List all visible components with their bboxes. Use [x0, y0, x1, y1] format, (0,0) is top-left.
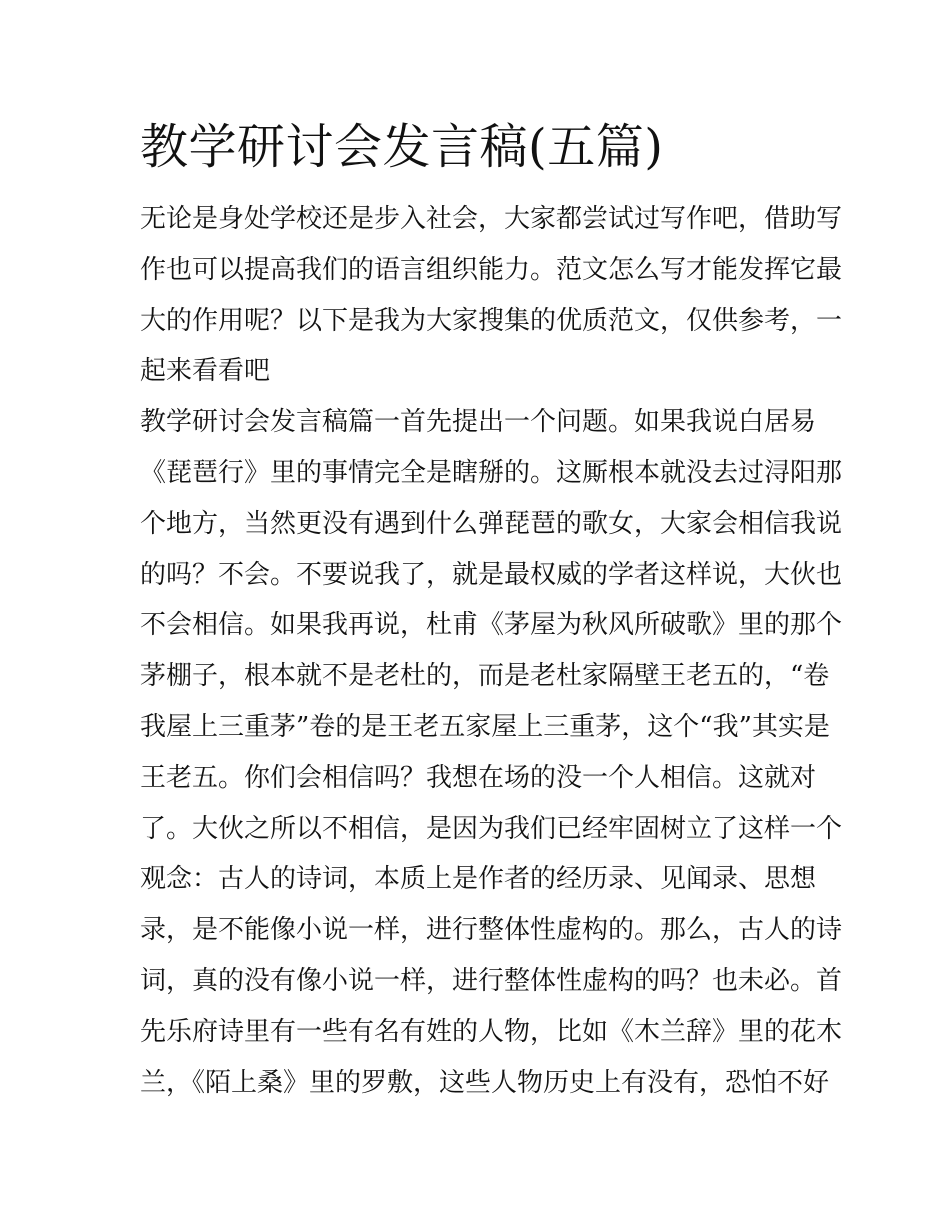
body-line: 录，是不能像小说一样，进行整体性虚构的。那么，古人的诗	[140, 915, 843, 946]
body-line: 作也可以提高我们的语言组织能力。范文怎么写才能发挥它最	[140, 254, 843, 285]
document-body	[140, 194, 843, 1108]
body-line: 《琵琶行》里的事情完全是瞎掰的。这厮根本就没去过浔阳那	[140, 457, 843, 488]
body-line: 王老五。你们会相信吗？我想在场的没一个人相信。这就对	[140, 762, 817, 793]
body-line: 起来看看吧	[140, 356, 271, 387]
document-title: 教学研讨会发言稿(五篇)	[140, 119, 664, 175]
body-line: 个地方，当然更没有遇到什么弹琵琶的歌女，大家会相信我说	[140, 508, 843, 539]
document-page	[140, 112, 843, 1108]
body-line: 无论是身处学校还是步入社会，大家都尝试过写作吧，借助写	[140, 204, 843, 234]
body-line: 大的作用呢？以下是我为大家搜集的优质范文，仅供参考，一	[140, 305, 843, 336]
body-line: 词，真的没有像小说一样，进行整体性虚构的吗？也未必。首	[140, 965, 843, 996]
body-line: 茅棚子，根本就不是老杜的，而是老杜家隔壁王老五的，“卷	[140, 661, 830, 692]
body-line: 我屋上三重茅”卷的是王老五家屋上三重茅，这个“我”其实是	[140, 711, 830, 742]
body-line: 的吗？不会。不要说我了，就是最权威的学者这样说，大伙也	[140, 559, 843, 590]
body-line: 教学研讨会发言稿篇一首先提出一个问题。如果我说白居易	[140, 407, 817, 438]
body-line: 观念：古人的诗词，本质上是作者的经历录、见闻录、思想	[140, 864, 817, 895]
body-line: 不会相信。如果我再说，杜甫《茅屋为秋风所破歌》里的那个	[140, 610, 843, 641]
body-line: 兰，《陌上桑》里的罗敷，这些人物历史上有没有，恐怕不好	[140, 1067, 830, 1098]
body-line: 先乐府诗里有一些有名有姓的人物，比如《木兰辞》里的花木	[140, 1016, 843, 1047]
body-line: 了。大伙之所以不相信，是因为我们已经牢固树立了这样一个	[140, 813, 843, 844]
